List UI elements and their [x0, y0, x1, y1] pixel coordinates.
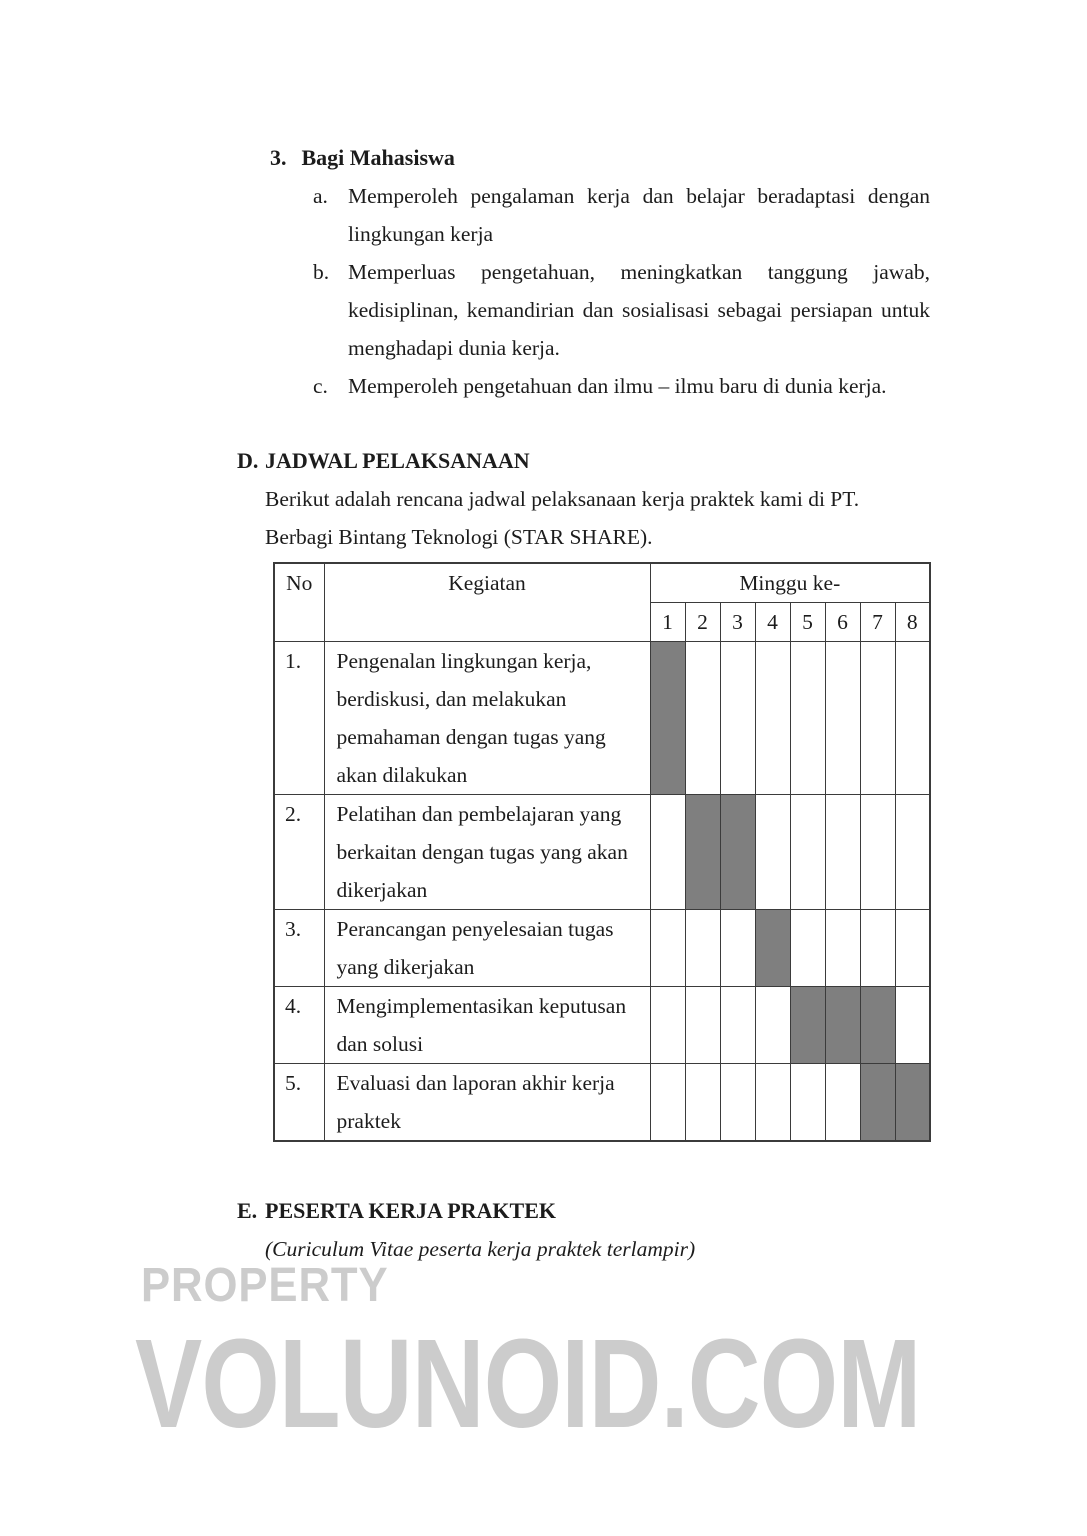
gantt-week-cell [825, 1064, 860, 1142]
gantt-week-cell [685, 910, 720, 987]
watermark-property: PROPERTY [141, 1259, 389, 1312]
row-number-cell: 2. [274, 795, 324, 910]
section-e-letter: E. [237, 1198, 258, 1223]
section-3-title: Bagi Mahasiswa [301, 145, 455, 170]
list-item-text: Memperoleh pengetahuan dan ilmu – ilmu baru di dunia kerja. [348, 374, 887, 398]
section-d-title: JADWAL PELAKSANAAN [265, 448, 530, 473]
gantt-week-cell [895, 1064, 930, 1142]
table-header-row [274, 563, 930, 603]
list-item [313, 253, 930, 367]
gantt-week-cell [790, 642, 825, 795]
activity-cell: Pelatihan dan pembelajaran yang berkaitan dengan tugas yang akan dikerjakan [324, 795, 650, 910]
gantt-week-cell [755, 910, 790, 987]
gantt-week-cell [895, 910, 930, 987]
section-e-heading [237, 1192, 930, 1230]
schedule-row [274, 987, 930, 1064]
list-marker: a. [313, 184, 328, 208]
gantt-week-cell [790, 910, 825, 987]
week-number: 5 [790, 603, 825, 642]
cv-note: (Curiculum Vitae peserta kerja praktek terlampir) [265, 1237, 696, 1261]
week-number: 2 [685, 603, 720, 642]
week-number: 7 [860, 603, 895, 642]
gantt-week-cell [685, 1064, 720, 1142]
section-3-heading [270, 139, 930, 177]
gantt-week-cell [895, 642, 930, 795]
gantt-week-cell [860, 1064, 895, 1142]
schedule-row [274, 1064, 930, 1142]
schedule-row [274, 910, 930, 987]
schedule-row [274, 642, 930, 795]
gantt-week-cell [825, 642, 860, 795]
row-number-cell: 3. [274, 910, 324, 987]
gantt-week-cell [650, 1064, 685, 1142]
gantt-week-cell [860, 910, 895, 987]
gantt-week-cell [685, 987, 720, 1064]
gantt-week-cell [895, 795, 930, 910]
list-item-text: Memperluas pengetahuan, meningkatkan tanggung jawab, kedisiplinan, kemandirian dan sosialisasi sebagai persiapan untuk menghadapi dunia kerja. [348, 260, 930, 360]
gantt-week-cell [685, 795, 720, 910]
section-d-heading [237, 442, 930, 480]
gantt-week-cell [790, 987, 825, 1064]
schedule-intro-line2: Berbagi Bintang Teknologi (STAR SHARE). [265, 525, 653, 549]
benefit-list [237, 177, 930, 405]
gantt-week-cell [720, 795, 755, 910]
week-number: 4 [755, 603, 790, 642]
activity-cell: Pengenalan lingkungan kerja, berdiskusi, dan melakukan pemahaman dengan tugas yang akan dilakukan [324, 642, 650, 795]
schedule-table [273, 562, 931, 1142]
header-no: No [274, 563, 324, 642]
row-number-cell: 5. [274, 1064, 324, 1142]
header-kegiatan: Kegiatan [324, 563, 650, 642]
gantt-week-cell [790, 1064, 825, 1142]
gantt-week-cell [895, 987, 930, 1064]
gantt-week-cell [755, 642, 790, 795]
week-number: 6 [825, 603, 860, 642]
list-item [313, 177, 930, 253]
row-number-cell: 1. [274, 642, 324, 795]
gantt-week-cell [650, 795, 685, 910]
gantt-week-cell [720, 642, 755, 795]
row-number-cell: 4. [274, 987, 324, 1064]
schedule-intro [265, 480, 930, 556]
week-number: 8 [895, 603, 930, 642]
section-3-number: 3. [270, 145, 287, 170]
gantt-week-cell [860, 795, 895, 910]
gantt-week-cell [650, 910, 685, 987]
activity-cell: Mengimplementasikan keputusan dan solusi [324, 987, 650, 1064]
list-marker: b. [313, 260, 330, 284]
gantt-week-cell [755, 1064, 790, 1142]
gantt-week-cell [755, 987, 790, 1064]
week-number: 1 [650, 603, 685, 642]
gantt-week-cell [825, 910, 860, 987]
gantt-week-cell [650, 642, 685, 795]
header-minggu: Minggu ke- [650, 563, 930, 603]
gantt-week-cell [720, 910, 755, 987]
list-marker: c. [313, 374, 328, 398]
section-d-letter: D. [237, 448, 259, 473]
gantt-week-cell [790, 795, 825, 910]
list-item-text: Memperoleh pengalaman kerja dan belajar beradaptasi dengan lingkungan kerja [348, 184, 930, 246]
gantt-week-cell [685, 642, 720, 795]
section-e-title: PESERTA KERJA PRAKTEK [265, 1198, 556, 1223]
gantt-week-cell [755, 795, 790, 910]
gantt-week-cell [825, 987, 860, 1064]
gantt-week-cell [650, 987, 685, 1064]
watermark-volunoid: VOLUNOID.COM [135, 1313, 921, 1454]
gantt-week-cell [860, 642, 895, 795]
activity-cell: Perancangan penyelesaian tugas yang dikerjakan [324, 910, 650, 987]
gantt-week-cell [825, 795, 860, 910]
gantt-week-cell [860, 987, 895, 1064]
schedule-intro-line1: Berikut adalah rencana jadwal pelaksanaan kerja praktek kami di PT. [265, 487, 860, 511]
activity-cell: Evaluasi dan laporan akhir kerja praktek [324, 1064, 650, 1142]
schedule-row [274, 795, 930, 910]
list-item [313, 367, 930, 405]
week-number: 3 [720, 603, 755, 642]
gantt-week-cell [720, 987, 755, 1064]
gantt-week-cell [720, 1064, 755, 1142]
